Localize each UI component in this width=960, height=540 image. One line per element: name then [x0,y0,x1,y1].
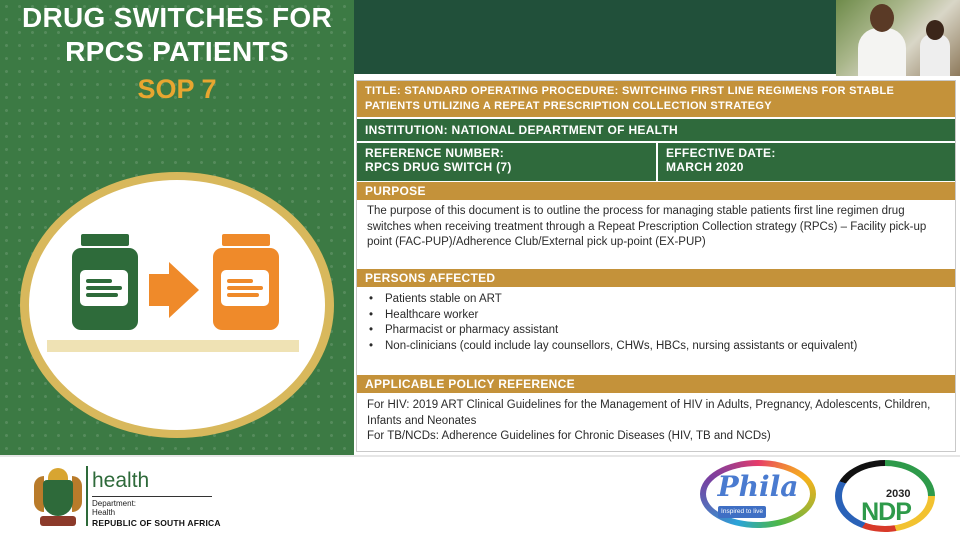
country-name: REPUBLIC OF SOUTH AFRICA [92,518,221,528]
list-item: • Non-clinicians (could include lay counsellors, CHWs, HBCs, nursing assistants or equivalent) [367,339,945,355]
shelf [47,340,299,352]
policy-reference-heading: APPLICABLE POLICY REFERENCE [357,375,955,393]
dept-name: Health [92,508,116,517]
policy-line: For HIV: 2019 ART Clinical Guidelines for the Management of HIV in Adults, Pregnancy, Adolescents, Children, Infants and Neonates [367,399,931,427]
doc-title: TITLE: STANDARD OPERATING PROCEDURE: SWITCHING FIRST LINE REGIMENS FOR STABLE PATIENTS UTILIZING A REPEAT PRESCRIPTION COLLECTION STRATEGY [357,81,955,117]
slide-title-line-1: DRUG SWITCHES FOR [22,2,332,33]
effective-date-label: EFFECTIVE DATE: [666,146,776,160]
doc-title-row [357,81,955,117]
reference-value: RPCS DRUG SWITCH (7) [365,160,512,174]
ndp-logo-text: NDP [861,498,911,526]
list-item: • Patients stable on ART [367,292,945,308]
reference-label: REFERENCE NUMBER: [365,146,505,160]
coat-of-arms-logo [34,466,82,528]
header-band [354,0,836,74]
effective-date-value: MARCH 2020 [666,160,744,174]
slide-title-line-2: RPCS PATIENTS [65,36,289,67]
logo-divider [86,466,88,526]
policy-line: For TB/NCDs: Adherence Guidelines for Chronic Diseases (HIV, TB and NCDs) [367,430,771,442]
reference-row [357,143,955,181]
dept-health-word: health [92,469,150,492]
dept-rule [92,496,212,497]
list-item: • Pharmacist or pharmacy assistant [367,323,945,339]
clinic-photo [836,0,960,76]
phila-logo-text: Phila [717,470,799,503]
persons-affected-list [357,289,955,373]
dept-label: Department: [92,499,137,508]
sop-document [356,80,956,452]
effective-date-cell [658,143,955,181]
purpose-heading: PURPOSE [357,182,955,200]
institution-row: INSTITUTION: NATIONAL DEPARTMENT OF HEALTH [357,119,955,141]
reference-cell [357,143,656,181]
phila-tagline: Inspired to live [718,506,766,518]
persons-affected-heading: PERSONS AFFECTED [357,269,955,287]
ndp-year: 2030 [886,488,911,500]
purpose-text: The purpose of this document is to outline the process for managing stable patients first line regimen drug switches when receiving treatment through a Repeat Prescription Collection strategy (RPCs) – Facility pick-up point (FAC-PUP)/Adherence Club/External pick up-point (EX-PUP) [367,205,927,248]
policy-reference-text [357,395,955,451]
sop-number: SOP 7 [137,74,217,104]
footer-divider [0,455,960,457]
list-item: • Healthcare worker [367,308,945,324]
